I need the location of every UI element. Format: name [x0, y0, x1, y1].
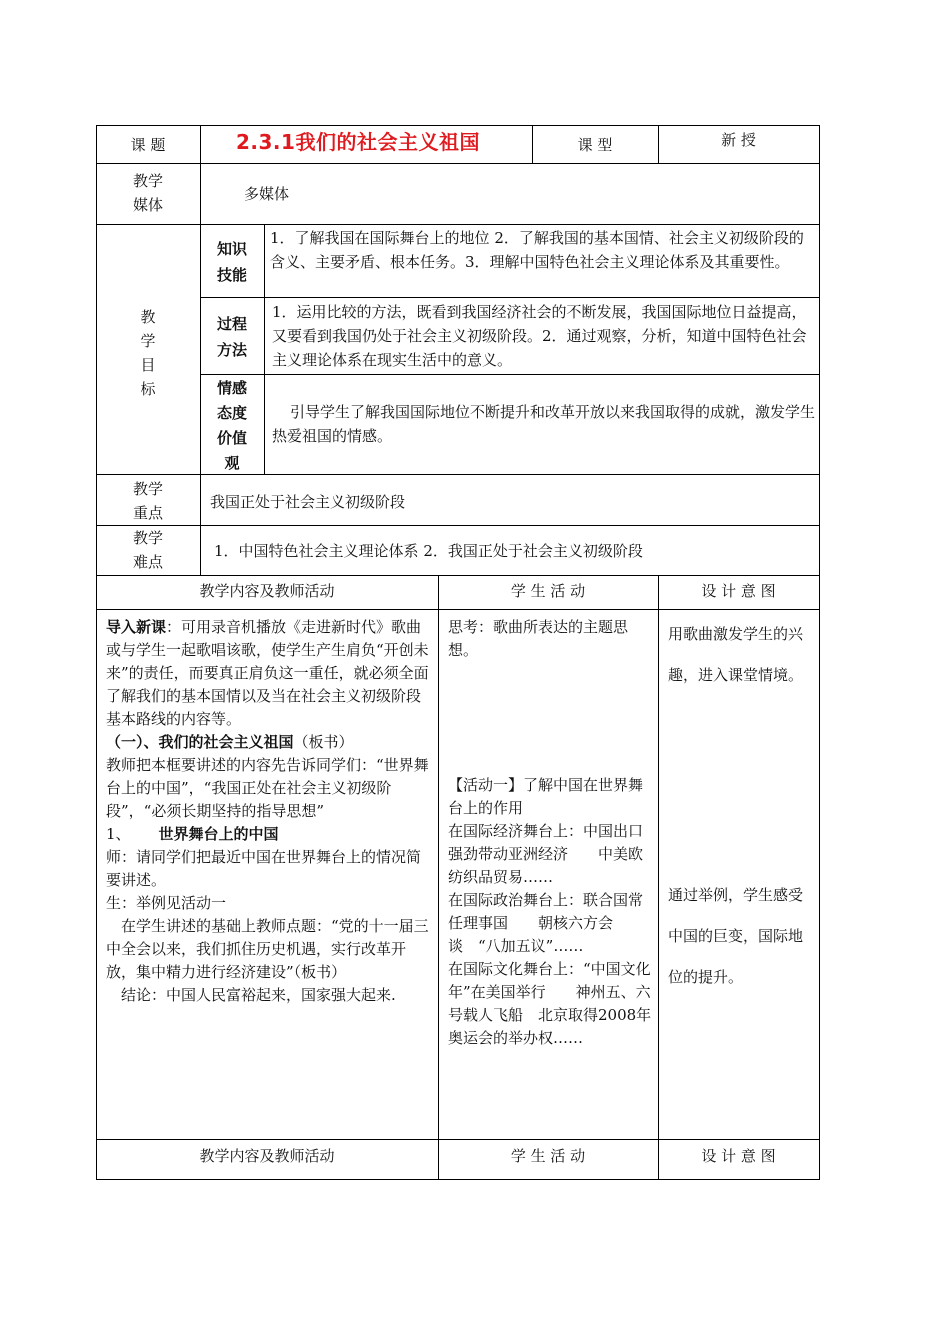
- emotion-label: [200, 376, 264, 476]
- rule: [96, 1139, 820, 1140]
- goals-label-char: 标: [140, 380, 156, 398]
- difficulty-label: [96, 526, 200, 574]
- subsection-title: 世界舞台上的中国: [158, 825, 279, 843]
- rule: [200, 374, 820, 375]
- rule: [264, 224, 265, 475]
- rule: [96, 125, 97, 1180]
- col-header-teacher-repeat: 教学内容及教师活动: [199, 1147, 335, 1165]
- goals-label-char: 教: [140, 308, 156, 326]
- process-label: [200, 311, 264, 363]
- rule: [96, 1179, 820, 1180]
- process-label-line: 过程: [216, 315, 247, 333]
- key-point-label-line: 重点: [132, 504, 163, 522]
- difficulty-label-line: 难点: [132, 553, 163, 571]
- rule: [819, 125, 820, 1180]
- media-label: [96, 169, 200, 217]
- teacher-paragraph: 教师把本框要讲述的内容先告诉同学们：“世界舞台上的中国”，“我国正处在社会主义初级阶段”，“必须长期坚持的指导思想”: [106, 756, 429, 820]
- subsection-heading: [106, 823, 432, 846]
- rule: [96, 224, 820, 225]
- intro-paragraph: [106, 616, 432, 731]
- activity-culture: 在国际文化舞台上：“中国文化年”在美国举行 神州五、六号载人飞船 北京取得2008年奥运会的举办权……: [448, 960, 652, 1047]
- teacher-paragraph: 在学生讲述的基础上教师点题：“党的十一届三中全会以来，我们抓住历史机遇，实行改革开放，集中精力进行经济建设”（板书）: [106, 917, 429, 981]
- rule: [438, 575, 439, 1180]
- rule: [96, 609, 820, 610]
- teacher-activity: [106, 616, 432, 1007]
- knowledge-label-line: 知识: [216, 240, 247, 258]
- teacher-paragraph: 师：请同学们把最近中国在世界舞台上的情况简要讲述。: [106, 848, 422, 889]
- goals-label: [96, 305, 200, 401]
- design-intent-2: 通过举例，学生感受中国的巨变，国际地位的提升。: [668, 886, 804, 986]
- teacher-paragraph: 结论：中国人民富裕起来，国家强大起来.: [121, 986, 396, 1004]
- goals-label-char: 学: [140, 332, 156, 350]
- difficulty-value: 1．中国特色社会主义理论体系 2．我国正处于社会主义初级阶段: [214, 542, 643, 560]
- col-header-design-repeat: 设 计 意 图: [701, 1147, 776, 1165]
- emotion-label-line: 态度: [216, 404, 247, 422]
- media-value: 多媒体: [244, 185, 290, 203]
- type-label: 课 型: [577, 136, 613, 154]
- key-point-label-line: 教学: [132, 480, 163, 498]
- student-think: 思考：歌曲所表达的主题思想。: [448, 618, 629, 659]
- col-header-design: 设 计 意 图: [701, 582, 776, 600]
- key-point-value: 我国正处于社会主义初级阶段: [210, 493, 406, 511]
- col-header-student: 学 生 活 动: [510, 582, 586, 600]
- rule: [658, 575, 659, 1180]
- process-text: 1．运用比较的方法，既看到我国经济社会的不断发展，我国国际地位日益提高，又要看到我国仍处于社会主义初级阶段。2．通过观察，分析，知道中国特色社会主义理论体系在现实生活中的意义。: [272, 303, 807, 369]
- intro-label: 导入新课: [106, 618, 167, 636]
- col-header-teacher: 教学内容及教师活动: [199, 582, 335, 600]
- knowledge-text: 1．了解我国在国际舞台上的地位 2．了解我国的基本国情、社会主义初级阶段的含义、主要矛盾、根本任务。3．理解中国特色社会主义理论体系及其重要性。: [270, 229, 804, 271]
- emotion-label-line: 情感: [216, 379, 247, 397]
- rule: [96, 125, 820, 126]
- teacher-paragraph: 生：举例见活动一: [106, 894, 227, 912]
- rule: [96, 575, 820, 576]
- section-note: （板书）: [293, 733, 354, 751]
- key-point-label: [96, 477, 200, 525]
- emotion-text: 引导学生了解我国国际地位不断提升和改革开放以来我国取得的成就，激发学生热爱祖国的情感。: [272, 403, 816, 445]
- section-title: （一）、我们的社会主义祖国: [106, 733, 294, 751]
- emotion-label-line: 价值: [216, 429, 247, 447]
- col-header-student-repeat: 学 生 活 动: [510, 1147, 586, 1165]
- type-value: 新 授: [721, 131, 756, 149]
- design-intent-1: 用歌曲激发学生的兴趣，进入课堂情境。: [668, 625, 804, 684]
- student-activity: [448, 616, 652, 1050]
- knowledge-label-line: 技能: [216, 266, 247, 284]
- section-heading: [106, 731, 432, 754]
- rule: [200, 297, 820, 298]
- lesson-title: 2.3.1我们的社会主义祖国: [236, 130, 480, 154]
- knowledge-label: [200, 236, 264, 288]
- rule: [96, 163, 820, 164]
- activity-economy: 在国际经济舞台上：中国出口强劲带动亚洲经济 中美欧纺织品贸易……: [448, 822, 644, 886]
- media-label-line: 媒体: [132, 196, 163, 214]
- difficulty-label-line: 教学: [132, 529, 163, 547]
- rule: [96, 525, 820, 526]
- goals-label-char: 目: [140, 356, 156, 374]
- process-label-line: 方法: [216, 341, 247, 359]
- activity-politics: 在国际政治舞台上：联合国常任理事国 朝核六方会谈 “八加五议”……: [448, 891, 644, 955]
- activity-title: 【活动一】了解中国在世界舞台上的作用: [448, 776, 644, 817]
- subsection-number: 1、: [106, 825, 131, 843]
- intro-text: ：可用录音机播放《走进新时代》歌曲或与学生一起歌唱该歌，使学生产生肩负“开创未来”的责任，而要真正肩负这一重任，就必须全面了解我们的基本国情以及当在社会主义初级阶段基本路线的内容等。: [106, 618, 429, 728]
- media-label-line: 教学: [132, 172, 163, 190]
- topic-label: 课 题: [130, 136, 166, 154]
- emotion-label-line: 观: [224, 454, 240, 472]
